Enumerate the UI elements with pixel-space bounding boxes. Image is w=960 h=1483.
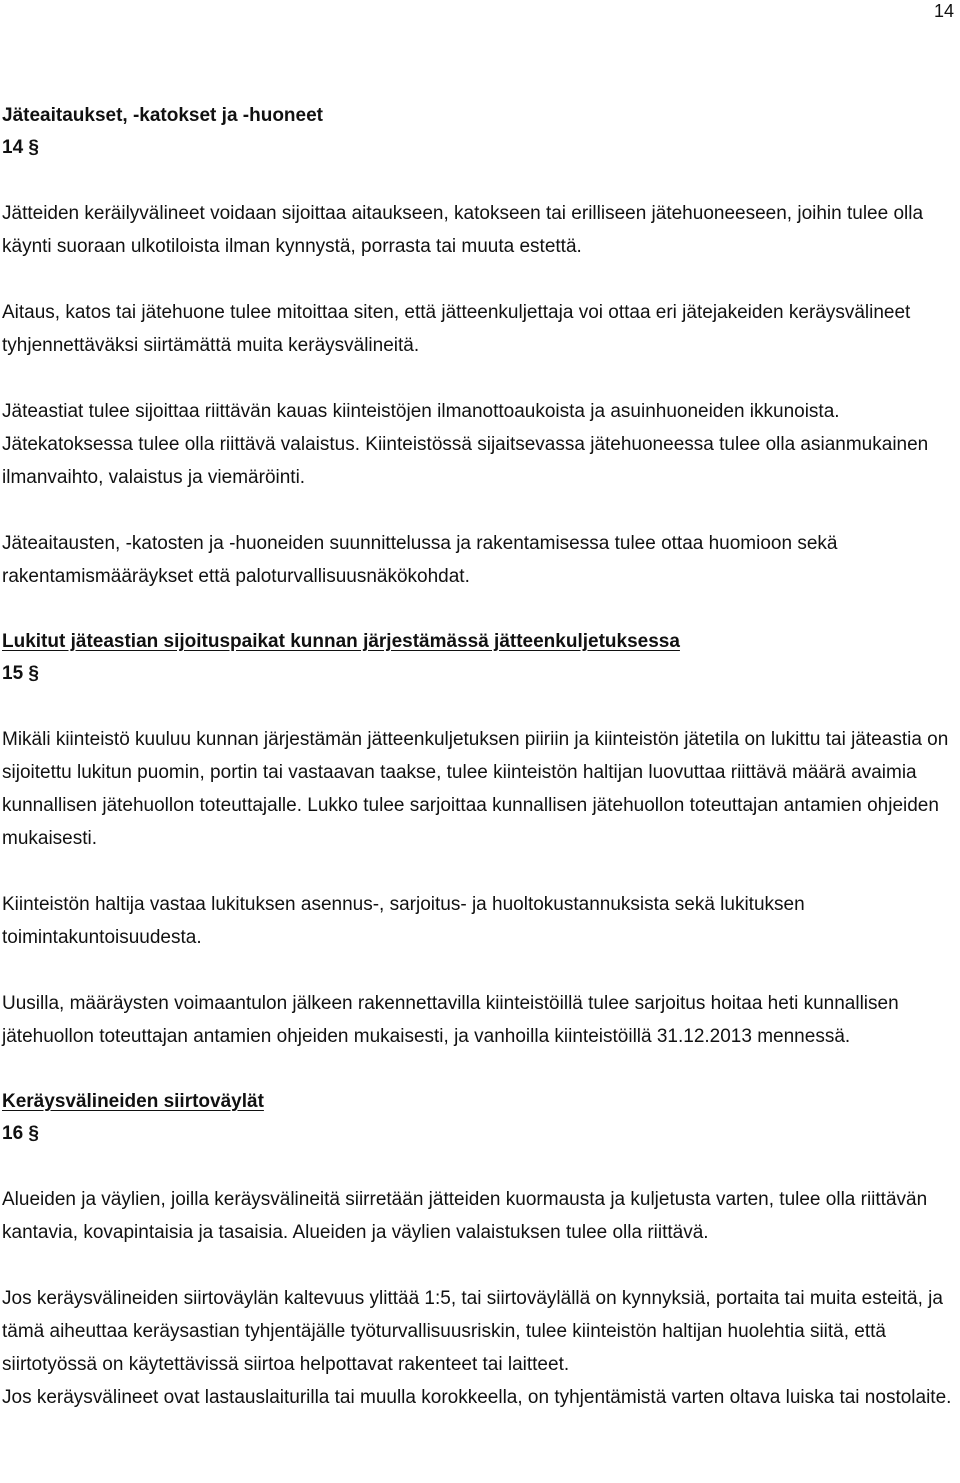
section-14 <box>2 100 952 593</box>
section-heading: Lukitut jäteastian sijoituspaikat kunnan järjestämässä jätteenkuljetuksessa <box>2 631 680 652</box>
paragraph: Jäteaitausten, -katosten ja -huoneiden suunnittelussa ja rakentamisessa tulee ottaa huomioon sekä rakentamismääräykset että paloturvallisuusnäkökohdat. <box>2 533 838 587</box>
paragraph: Jäteastiat tulee sijoittaa riittävän kauas kiinteistöjen ilmanottoaukoista ja asuinhuoneiden ikkunoista. Jätekatoksessa tulee olla riittävä valaistus. Kiinteistössä sijaitsevassa jätehuoneessa tulee olla asianmukainen ilmanvaihto, valaistus ja viemäröinti. <box>2 401 929 488</box>
paragraph: Jos keräysvälineiden siirtoväylän kaltevuus ylittää 1:5, tai siirtoväylällä on kynnyksiä, portaita tai muita esteitä, ja tämä aiheuttaa keräysastian tyhjentäjälle työturvallisuusriskin, tulee kiinteistön haltijan huolehtia siitä, että siirtotyössä on käytettävissä siirtoa helpottavat rakenteet tai laitteet. <box>2 1288 943 1375</box>
paragraph: Jätteiden keräilyvälineet voidaan sijoittaa aitaukseen, katokseen tai erilliseen jätehuoneeseen, joihin tulee olla käynti suoraan ulkotiloista ilman kynnystä, porrasta tai muuta estettä. <box>2 203 924 257</box>
section-15 <box>2 626 952 1053</box>
paragraph: Kiinteistön haltija vastaa lukituksen asennus-, sarjoitus- ja huoltokustannuksista sekä lukituksen toimintakuntoisuudesta. <box>2 894 805 948</box>
paragraph: Alueiden ja väylien, joilla keräysvälineitä siirretään jätteiden kuormausta ja kuljetusta varten, tulee olla riittävän kantavia, kovapintaisia ja tasaisia. Alueiden ja väylien valaistuksen tulee olla riittävä. <box>2 1189 928 1243</box>
section-heading: Jäteaitaukset, -katokset ja -huoneet <box>2 105 323 126</box>
section-16 <box>2 1086 952 1414</box>
paragraph: Mikäli kiinteistö kuuluu kunnan järjestämän jätteenkuljetuksen piiriin ja kiinteistön jätetila on lukittu tai jäteastia on sijoitettu lukitun puomin, portin tai vastaavan taakse, tulee kiinteistön haltijan luovuttaa riittävä määrä avaimia kunnallisen jätehuollon toteuttajalle. Lukko tulee sarjoittaa kunnallisen jätehuollon toteuttajan antamien ohjeiden mukaisesti. <box>2 729 949 849</box>
section-number: 15 § <box>2 663 39 684</box>
document-body <box>2 100 952 1414</box>
paragraph: Aitaus, katos tai jätehuone tulee mitoittaa siten, että jätteenkuljettaja voi ottaa eri jätejakeiden keräysvälineet tyhjennettäväksi siirtämättä muita keräysvälineitä. <box>2 302 911 356</box>
section-heading: Keräysvälineiden siirtoväylät <box>2 1091 264 1112</box>
section-number: 16 § <box>2 1123 39 1144</box>
page-number: 14 <box>933 1 954 21</box>
paragraph: Jos keräysvälineet ovat lastauslaiturilla tai muulla korokkeella, on tyhjentämistä varten oltava luiska tai nostolaite. <box>2 1387 952 1408</box>
section-number: 14 § <box>2 137 39 158</box>
paragraph: Uusilla, määräysten voimaantulon jälkeen rakennettavilla kiinteistöillä tulee sarjoitus hoitaa heti kunnallisen jätehuollon toteuttajan antamien ohjeiden mukaisesti, ja vanhoilla kiinteistöillä 31.12.2013 mennessä. <box>2 993 899 1047</box>
